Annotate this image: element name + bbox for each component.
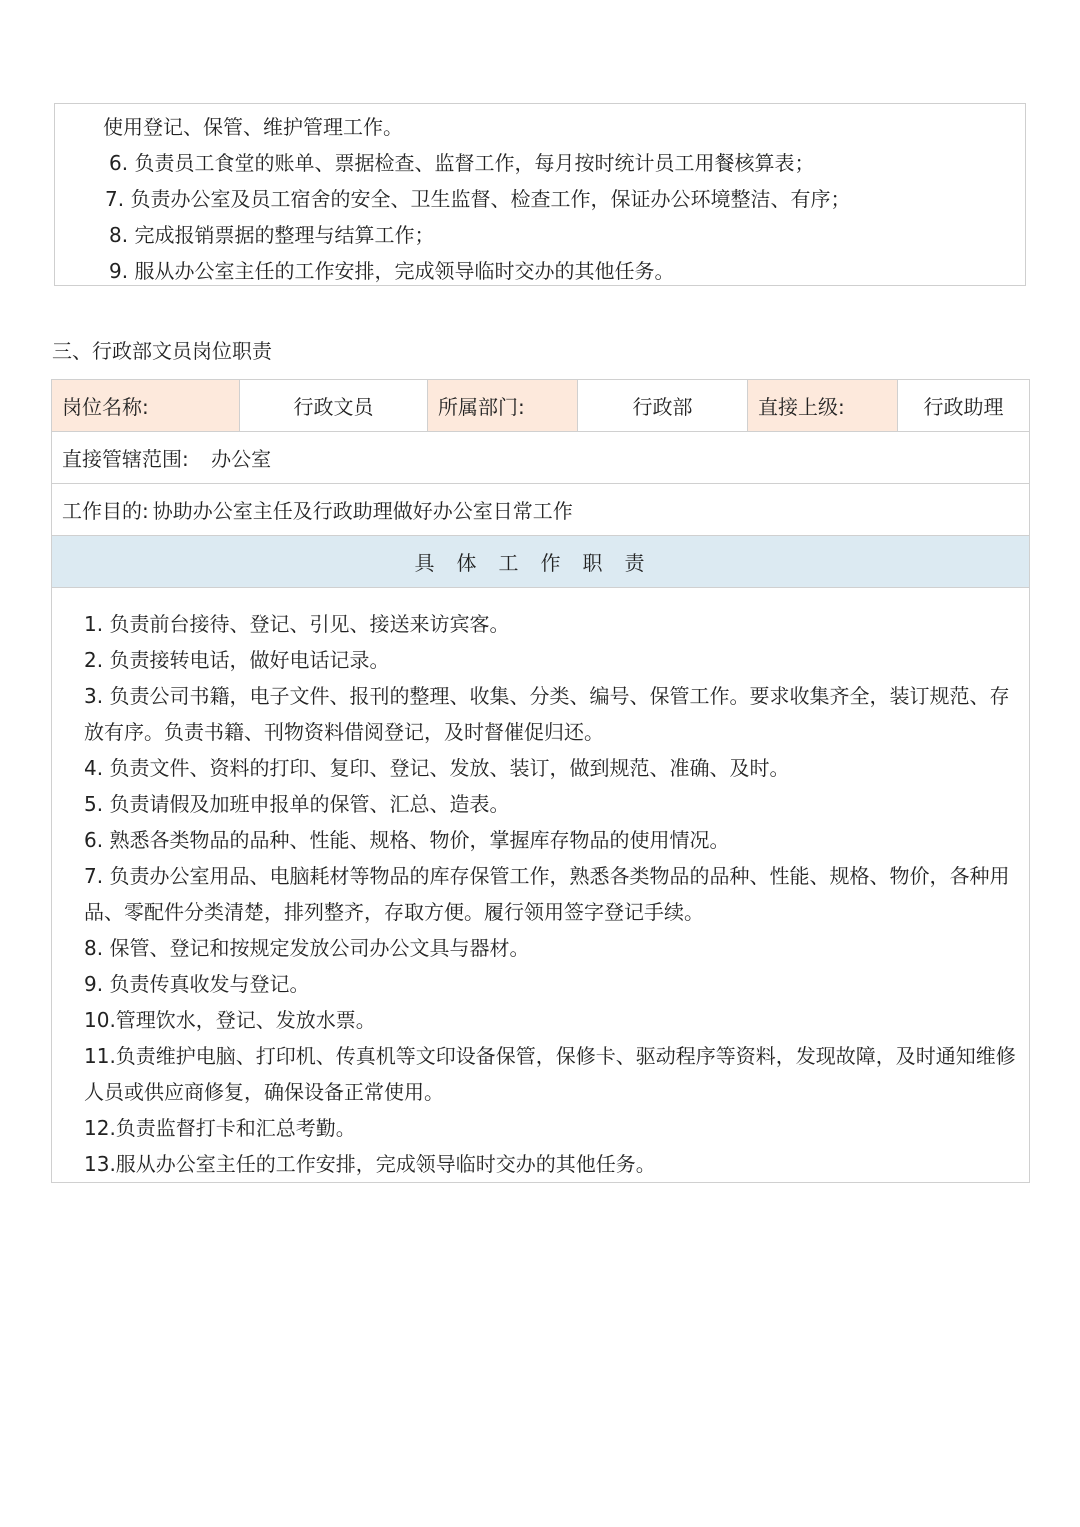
scope-row [52, 432, 1030, 484]
duty-item: 10.管理饮水，登记、发放水票。 [84, 1008, 376, 1032]
prev-line: 8. 完成报销票据的整理与结算工作； [109, 223, 435, 247]
position-label: 岗位名称: [52, 380, 240, 432]
duty-item: 9. 负责传真收发与登记。 [84, 972, 310, 996]
duty-item: 13.服从办公室主任的工作安排，完成领导临时交办的其他任务。 [84, 1152, 656, 1176]
scope-label: 直接管辖范围: [62, 447, 189, 471]
duty-item: 7. 负责办公室用品、电脑耗材等物品的库存保管工作，熟悉各类物品的品种、性能、规格、物价，各种用品、零配件分类清楚，排列整齐，存取方便。履行领用签字登记手续。 [84, 864, 1010, 924]
scope-cell [52, 432, 1030, 484]
dept-label: 所属部门: [428, 380, 578, 432]
dept-value: 行政部 [578, 380, 748, 432]
prev-line: 6. 负责员工食堂的账单、票据检查、监督工作，每月按时统计员工用餐核算表； [109, 151, 815, 175]
duties-row [52, 588, 1030, 1183]
duty-item: 6. 熟悉各类物品的品种、性能、规格、物价，掌握库存物品的使用情况。 [84, 828, 730, 852]
goal-cell [52, 484, 1030, 536]
prev-line: 使用登记、保管、维护管理工作。 [103, 115, 403, 139]
job-description-table [51, 379, 1030, 1183]
duty-item: 11.负责维护电脑、打印机、传真机等文印设备保管，保修卡、驱动程序等资料，发现故障，及时通知维修人员或供应商修复，确保设备正常使用。 [84, 1044, 1016, 1104]
scope-value: 办公室 [211, 447, 272, 471]
superior-value: 行政助理 [898, 380, 1030, 432]
superior-label: 直接上级: [748, 380, 898, 432]
duties-header-row [52, 536, 1030, 588]
info-row [52, 380, 1030, 432]
goal-label: 工作目的: [62, 499, 149, 523]
position-value: 行政文员 [240, 380, 428, 432]
duty-item: 4. 负责文件、资料的打印、复印、登记、发放、装订，做到规范、准确、及时。 [84, 756, 790, 780]
duty-item: 2. 负责接转电话，做好电话记录。 [84, 648, 390, 672]
goal-value: 协助办公室主任及行政助理做好办公室日常工作 [152, 499, 573, 523]
prev-line: 7. 负责办公室及员工宿舍的安全、卫生监督、检查工作，保证办公环境整洁、有序； [105, 187, 851, 211]
section-title: 三、行政部文员岗位职责 [52, 339, 272, 363]
previous-duties-box [54, 103, 1026, 286]
duty-item: 3. 负责公司书籍，电子文件、报刊的整理、收集、分类、编号、保管工作。要求收集齐全，装订规范、存放有序。负责书籍、刊物资料借阅登记，及时督催促归还。 [84, 684, 1010, 744]
goal-row [52, 484, 1030, 536]
duty-item: 1. 负责前台接待、登记、引见、接送来访宾客。 [84, 612, 510, 636]
duty-item: 12.负责监督打卡和汇总考勤。 [84, 1116, 356, 1140]
duty-item: 8. 保管、登记和按规定发放公司办公文具与器材。 [84, 936, 530, 960]
prev-line: 9. 服从办公室主任的工作安排，完成领导临时交办的其他任务。 [109, 259, 675, 283]
duties-list [52, 588, 1030, 1183]
duties-header: 具体工作职责 [52, 536, 1030, 588]
duty-item: 5. 负责请假及加班申报单的保管、汇总、造表。 [84, 792, 510, 816]
